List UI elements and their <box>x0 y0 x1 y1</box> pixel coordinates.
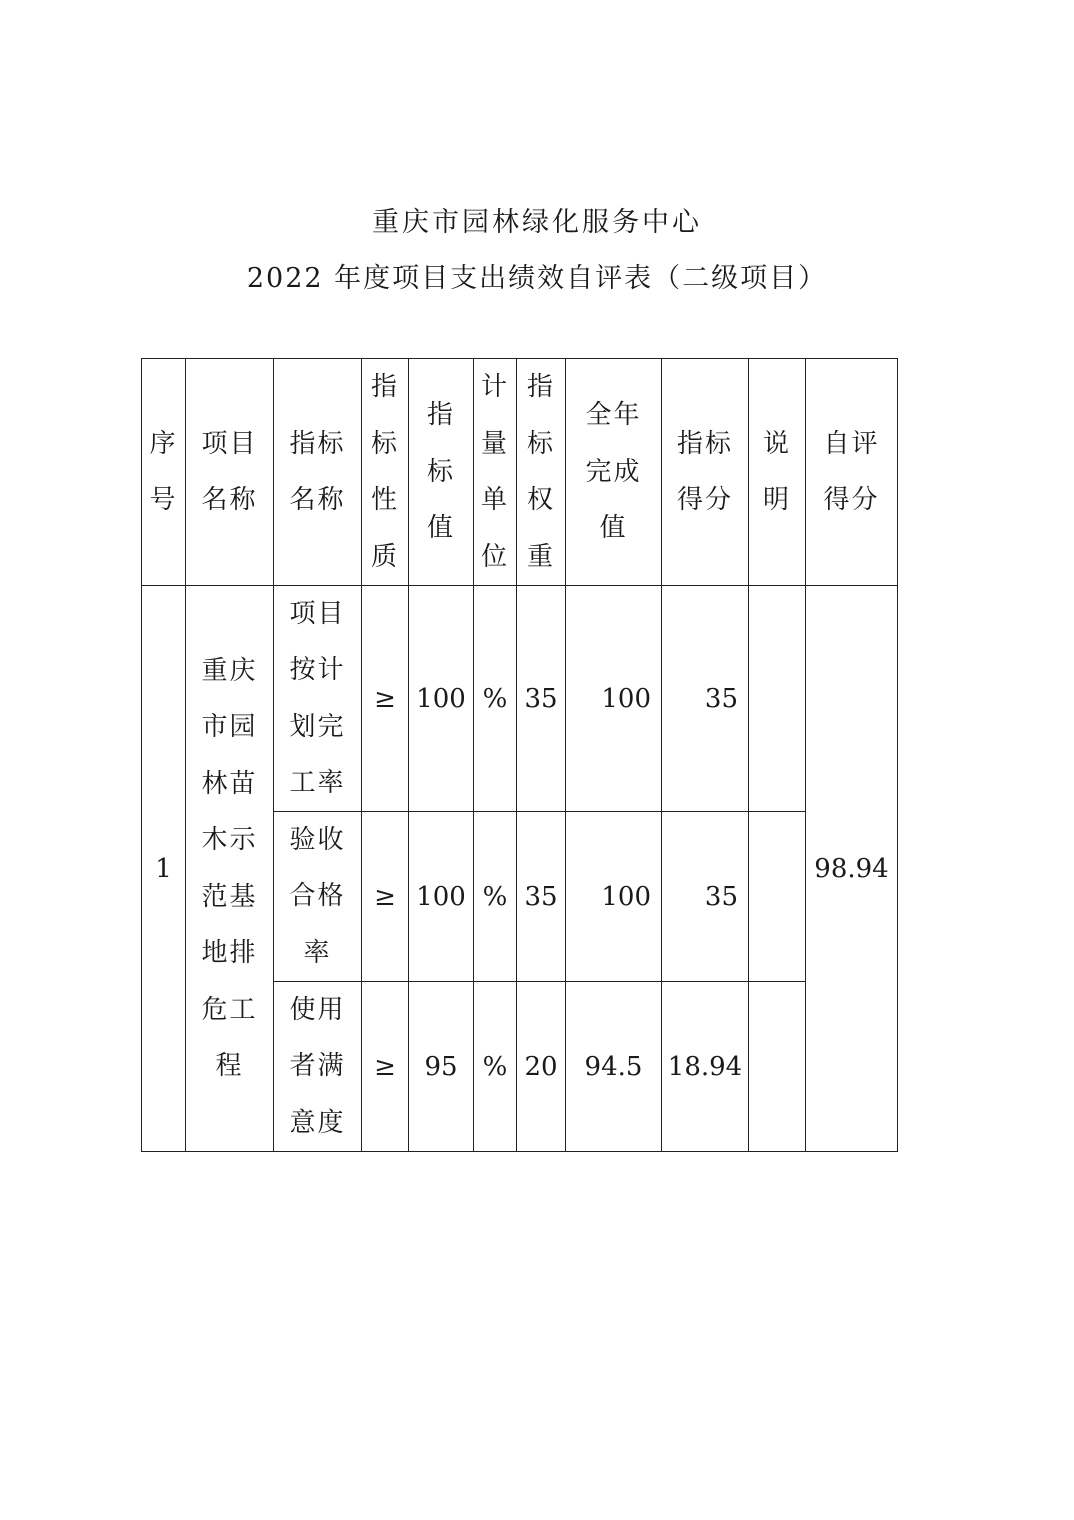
project-seq: 1 <box>141 585 186 1152</box>
row1-note <box>748 585 806 812</box>
row3-unit: % <box>473 981 517 1152</box>
header-note: 说 明 <box>748 358 806 586</box>
row3-value: 95 <box>408 981 474 1152</box>
row1-score: 35 <box>661 585 749 812</box>
row1-annual: 100 <box>565 585 662 812</box>
row2-note <box>748 811 806 982</box>
header-weight: 指 标 权 重 <box>516 358 566 586</box>
header-indicator-name: 指标 名称 <box>273 358 362 586</box>
header-self-score: 自评 得分 <box>805 358 898 586</box>
header-seq: 序 号 <box>141 358 186 586</box>
self-score-value: 98.94 <box>805 585 898 1152</box>
header-project-name: 项目 名称 <box>185 358 274 586</box>
page-title: 重庆市园林绿化服务中心 <box>372 207 702 238</box>
row3-annual: 94.5 <box>565 981 662 1152</box>
row3-score: 18.94 <box>661 981 749 1152</box>
page-subtitle: 2022 年度项目支出绩效自评表（二级项目） <box>246 263 828 294</box>
row2-annual: 100 <box>565 811 662 982</box>
row1-indicator-name: 项目 按计 划完 工率 <box>273 585 362 812</box>
row1-nature: ≥ <box>361 585 409 812</box>
header-indicator-nature: 指 标 性 质 <box>361 358 409 586</box>
row2-indicator-name: 验收 合格 率 <box>273 811 362 982</box>
header-indicator-value: 指 标 值 <box>408 358 474 586</box>
row2-score: 35 <box>661 811 749 982</box>
row3-indicator-name: 使用 者满 意度 <box>273 981 362 1152</box>
row2-unit: % <box>473 811 517 982</box>
row1-unit: % <box>473 585 517 812</box>
row2-nature: ≥ <box>361 811 409 982</box>
row3-note <box>748 981 806 1152</box>
row1-value: 100 <box>408 585 474 812</box>
performance-table <box>141 358 898 1152</box>
header-indicator-score: 指标 得分 <box>661 358 749 586</box>
project-name: 重庆 市园 林苗 木示 范基 地排 危工 程 <box>185 585 274 1152</box>
row3-weight: 20 <box>516 981 566 1152</box>
header-unit: 计 量 单 位 <box>473 358 517 586</box>
row2-weight: 35 <box>516 811 566 982</box>
row1-weight: 35 <box>516 585 566 812</box>
header-annual-value: 全年 完成 值 <box>565 358 662 586</box>
row3-nature: ≥ <box>361 981 409 1152</box>
row2-value: 100 <box>408 811 474 982</box>
